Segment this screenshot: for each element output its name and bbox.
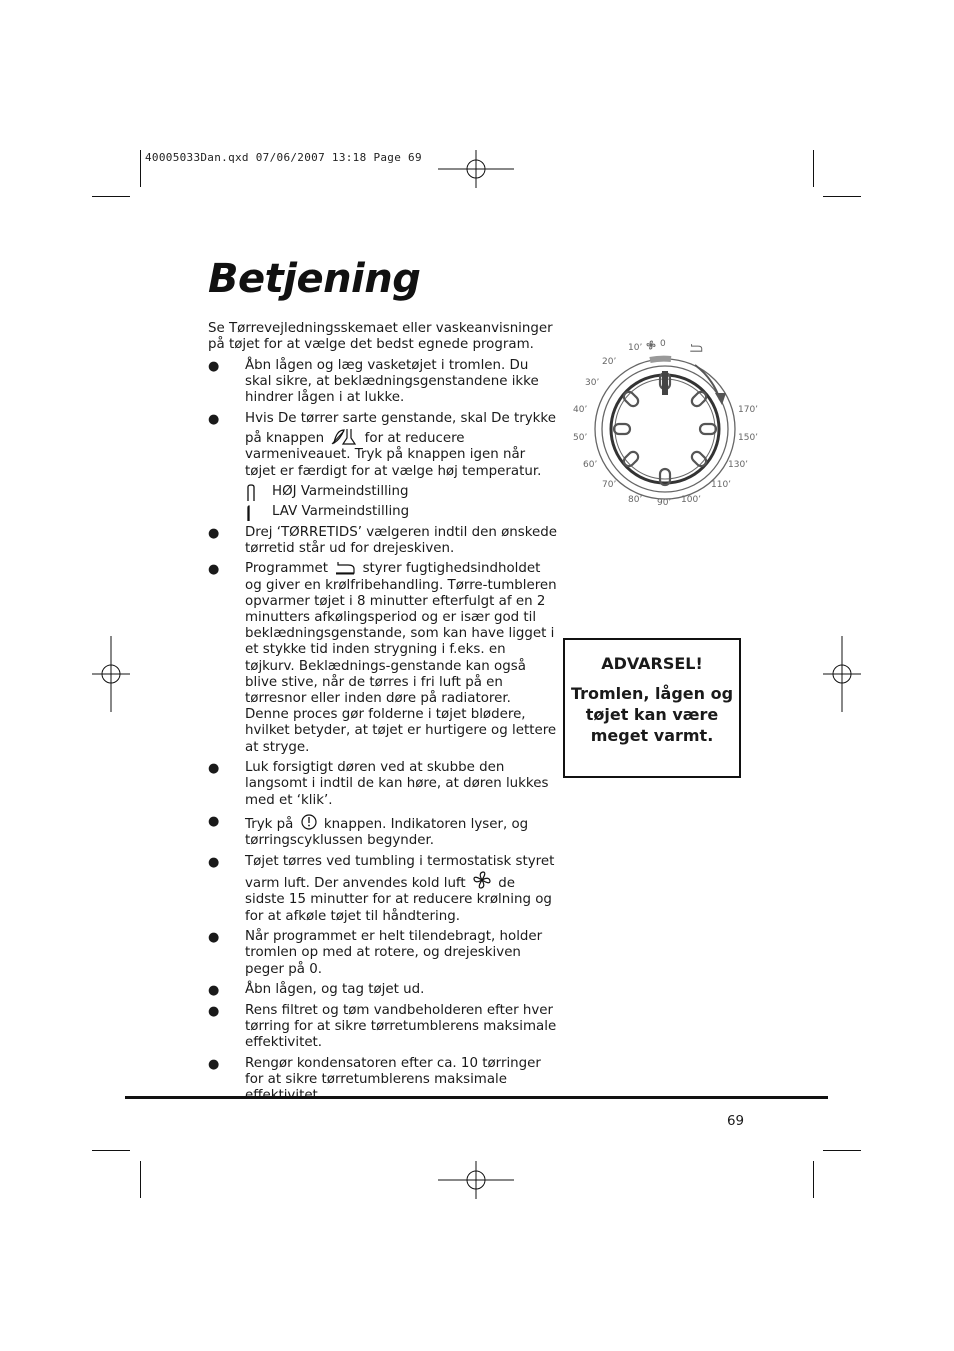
dial-label-110: 110’ <box>711 480 732 490</box>
list-item: ● Tøjet tørres ved tumbling i termostatisk styret varm luft. Der anvendes kold luft de sidste 15 minutter for at reducere krølning og for at afkøle tøjet til håndtering. <box>208 854 555 924</box>
list-item: ● Åbn lågen og læg vasketøjet i tromlen. Du skal sikre, at beklædningsgenstandene ikke hindrer lågen i at lukke. <box>208 358 539 406</box>
dial-label-60: 60’ <box>583 460 598 470</box>
dial-label-80: 80’ <box>628 495 643 505</box>
iron-program-icon <box>334 561 356 575</box>
list-item: ● Når programmet er helt tilendebragt, holder tromlen op med at rotere, og drejeskiven peger på 0. <box>208 929 543 977</box>
list-item: ● Rens filtret og tøm vandbeholderen efter hver tørring for at sikre tørretumblerens maksimale effektivitet. <box>208 1002 557 1051</box>
dial-label-170: 170’ <box>738 405 759 415</box>
high-heat-row: HØJ Varmeindstilling <box>245 484 558 500</box>
print-header: 40005033Dan.qxd 07/06/2007 13:18 Page 69 <box>145 151 422 164</box>
dial-label-0: 0 <box>660 339 666 349</box>
dial-fan-icon <box>646 340 656 350</box>
dial-label-100: 100’ <box>681 495 702 505</box>
list-item: ● Rengør kondensatoren efter ca. 10 tørringer for at sikre tørretumblerens maksimale <box>208 1055 541 1088</box>
bullet: ● <box>208 525 220 541</box>
dial-label-90: 90’ <box>657 498 672 508</box>
page-title: Betjening <box>208 256 421 302</box>
bullet: ● <box>208 1056 220 1072</box>
cool-air-fan-icon <box>472 870 492 890</box>
dial-label-50: 50’ <box>573 433 588 443</box>
instruction-list <box>208 358 558 1109</box>
warning-body: Tromlen, lågen og tøjet kan være meget varmt. <box>570 684 734 745</box>
list-item: ● Luk forsigtigt døren ved at skubbe den langsomt i indtil de kan høre, at døren lukkes med et ‘klik’. <box>208 760 549 808</box>
bullet: ● <box>208 359 220 374</box>
bullet: ● <box>208 761 220 777</box>
bullet: ● <box>208 930 220 946</box>
dial-label-40: 40’ <box>573 405 588 415</box>
dial-label-130: 130’ <box>728 460 749 470</box>
list-item: ● Tryk på knappen. Indikatoren lyser, og tørringscyklussen begynder. <box>208 814 529 849</box>
high-heat-icon <box>245 484 257 502</box>
list-item: ● Åbn lågen, og tag tøjet ud. <box>208 982 425 999</box>
dial-label-10: 10’ <box>628 343 643 353</box>
bullet: ● <box>208 983 220 999</box>
timer-dial <box>570 335 770 515</box>
warning-title: ADVARSEL! <box>601 654 703 673</box>
bullet: ● <box>208 814 220 830</box>
bullet: ● <box>208 855 220 871</box>
list-item: ● Programmet styrer fugtighedsindholdet og giver en krølfribehandling. Tørre-tumbleren opvarmer tøjet i 8 minutter efterfulgt af en 2 minutters afkølingsperiod og er især god til beklædningsgenstande, som kan have ligget i et stykke tid inden strygning i f.eks. en tøjkurv. Beklædnings-genstande kan også blive stive, når de tørres i fri luft på en tørresnor eller inden døre på radiatorer. Denne proces gør folderne i tøjet blødere, hvilket betyder, at tøjet er hurtigere og lettere at stryge. <box>208 561 557 755</box>
low-heat-row: LAV Varmeindstilling <box>245 504 558 520</box>
bullet: ● <box>208 1003 220 1019</box>
dial-label-150: 150’ <box>738 433 759 443</box>
dial-label-30: 30’ <box>585 378 600 388</box>
list-item: ● Drej ‘TØRRETIDS’ vælgeren indtil den ønskede tørretid står ud for drejeskiven. <box>208 524 558 556</box>
warning-box <box>563 638 741 778</box>
page-number: 69 <box>727 1114 745 1129</box>
list-item: ● Hvis De tørrer sarte genstande, skal De trykke på knappen for at reducere varmeniveauet. Tryk på knappen igen når tøjet er færdigt for at vælge høj temperatur. HØJ Varmeindstilling LAV Varmeindstilling <box>208 411 558 520</box>
delicate-button-icon <box>330 427 358 445</box>
footer-rule <box>125 1096 828 1099</box>
bullet: ● <box>208 412 220 427</box>
intro-paragraph: Se Tørrevejledningsskemaet eller vaskeanvisninger på tøjet for at vælge det bedst egnede program. <box>208 321 553 353</box>
dial-label-70: 70’ <box>602 480 617 490</box>
low-heat-icon <box>245 504 257 522</box>
bullet: ● <box>208 562 220 578</box>
dial-iron-icon <box>689 343 703 353</box>
dial-label-20: 20’ <box>602 357 617 367</box>
start-button-icon <box>300 813 318 831</box>
